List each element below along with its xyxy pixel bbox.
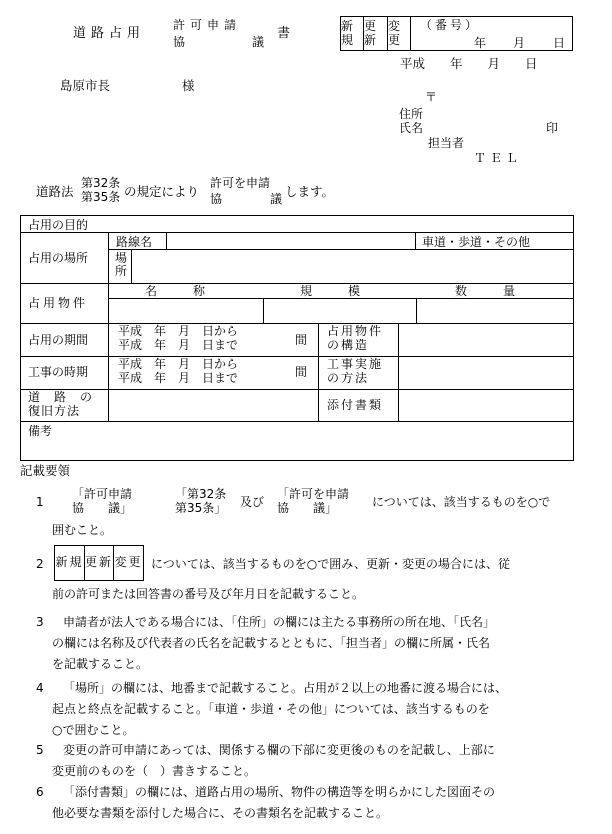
work-days-label: 間 (295, 365, 308, 379)
kind-new[interactable]: 新規 (341, 18, 354, 47)
route-label: 路線名 (116, 235, 153, 249)
note-1-number: 1 (36, 495, 44, 509)
obj-header-quantity: 数 量 (455, 284, 516, 298)
statement-action-top: 許可を申請 (210, 176, 271, 190)
note-1-line2: 囲むこと。 (52, 523, 113, 537)
note-2-tail: については、該当するものを○で囲み、更新・変更の場合には、従 (151, 557, 510, 571)
notes-heading: 記載要領 (20, 463, 71, 478)
statement-action-bottom-b: 議 (270, 192, 283, 206)
restore-label: 道 路 の 復旧方法 (28, 390, 94, 418)
note-4-line3: ○で囲むこと。 (52, 723, 135, 737)
obj-header-name: 名 称 (145, 284, 206, 298)
address-label: 住所 (399, 107, 424, 121)
note-2-kind-change: 変更 (114, 555, 143, 570)
application-date[interactable]: 平成 年 月 日 (400, 56, 538, 71)
period-label: 占用の期間 (28, 333, 89, 347)
kind-renew[interactable]: 更新 (364, 18, 377, 47)
person-label: 担当者 (428, 136, 465, 150)
seal-mark: 印 (546, 121, 559, 135)
work-period-label: 工事の時期 (28, 365, 89, 379)
note-5-line2: 変更前のものを（ ）書きすること。 (52, 764, 257, 778)
addressee-honorific: 様 (182, 78, 195, 93)
note-4-number: 4 (36, 681, 44, 695)
note-5-number: 5 (36, 743, 44, 757)
note-1-term-c: 「許可を申請 協 議」 (277, 487, 350, 515)
note-6-number: 6 (36, 785, 44, 799)
note-2-kind-renew: 更新 (85, 555, 114, 570)
note-1-term-b: 「第32条 第35条」 (175, 487, 227, 515)
title-variant-consult-b: 議 (252, 35, 265, 49)
addressee-name: 島原市長 (60, 78, 111, 93)
title-variant-consult-a: 協 (173, 35, 186, 49)
note-6-line2: 他必要な書類を添付した場合に、その書類名を記載すること。 (52, 806, 389, 820)
period-days-label: 間 (295, 333, 308, 347)
place-label: 占用の場所 (28, 251, 89, 265)
statement-prefix: 道路法 (36, 184, 74, 199)
number-month: 月 (513, 36, 526, 50)
objects-label: 占用物件 (28, 296, 89, 310)
note-6-line1: 「添付書類」の欄には、道路占用の場所、物件の構造等を明らかにした図面その (63, 785, 496, 799)
note-3-line3: を記載すること。 (52, 657, 149, 671)
statement-article: 第32条 第35条 (81, 176, 121, 204)
structure-label: 占用物件 の構造 (327, 324, 384, 352)
note-1-and: 及び (240, 495, 265, 509)
obj-header-scale: 規 模 (300, 284, 361, 298)
note-3-number: 3 (36, 615, 44, 629)
statement-suffix: します。 (285, 184, 335, 199)
note-4-line2: 起点と終点を記載すること。「車道・歩道・その他」については、該当するものを (52, 702, 490, 716)
note-2-line2: 前の許可または回答書の番号及び年月日を記載すること。 (52, 587, 365, 601)
work-method-label: 工事実施 の方法 (327, 357, 384, 385)
purpose-label: 占用の目的 (28, 218, 89, 232)
title-main: 道路占用 (73, 26, 146, 41)
name-label: 氏名 (399, 121, 424, 135)
statement-action-bottom-a: 協 (210, 192, 223, 206)
note-5-line1: 変更の許可申請にあっては、関係する欄の下部に変更後のものを記載し、上部に (63, 743, 495, 757)
note-3-line1: 申請者が法人である場合には、「住所」の欄には主たる事務所の所在地、「氏名」 (63, 615, 496, 629)
number-year: 年 (474, 36, 487, 50)
statement-middle: の規定により (124, 184, 200, 199)
title-suffix: 書 (277, 26, 291, 41)
note-1-tail: については、該当するものを○で (372, 495, 551, 509)
period-range[interactable]: 平成 年 月 日から 平成 年 月 日まで (118, 324, 239, 352)
number-day: 日 (553, 36, 566, 50)
title-variant-permit: 許可申請 (173, 18, 242, 32)
note-1-term-a: 「許可申請 協 議」 (72, 487, 133, 515)
note-2-number: 2 (36, 557, 44, 571)
remarks-label: 備考 (28, 424, 53, 438)
postal-mark: 〒 (425, 90, 438, 104)
tel-label: ＴＥＬ (474, 151, 523, 165)
number-label: （番号） (420, 18, 481, 32)
road-type-options[interactable]: 車道・歩道・その他 (422, 235, 531, 249)
note-4-line1: 「場所」の欄には、地番まで記載すること。占用が２以上の地番に渡る場合には、 (63, 681, 508, 695)
note-3-line2: の欄には名称及び代表者の氏名を記載するとともに、「担当者」の欄に所属・氏名 (52, 636, 491, 650)
place-sub-label: 場所 (115, 251, 128, 278)
note-2-kind-new: 新規 (55, 555, 84, 570)
work-period-range[interactable]: 平成 年 月 日から 平成 年 月 日まで (118, 357, 239, 385)
kind-change[interactable]: 変更 (388, 18, 401, 47)
attachments-label: 添付書類 (327, 398, 384, 412)
